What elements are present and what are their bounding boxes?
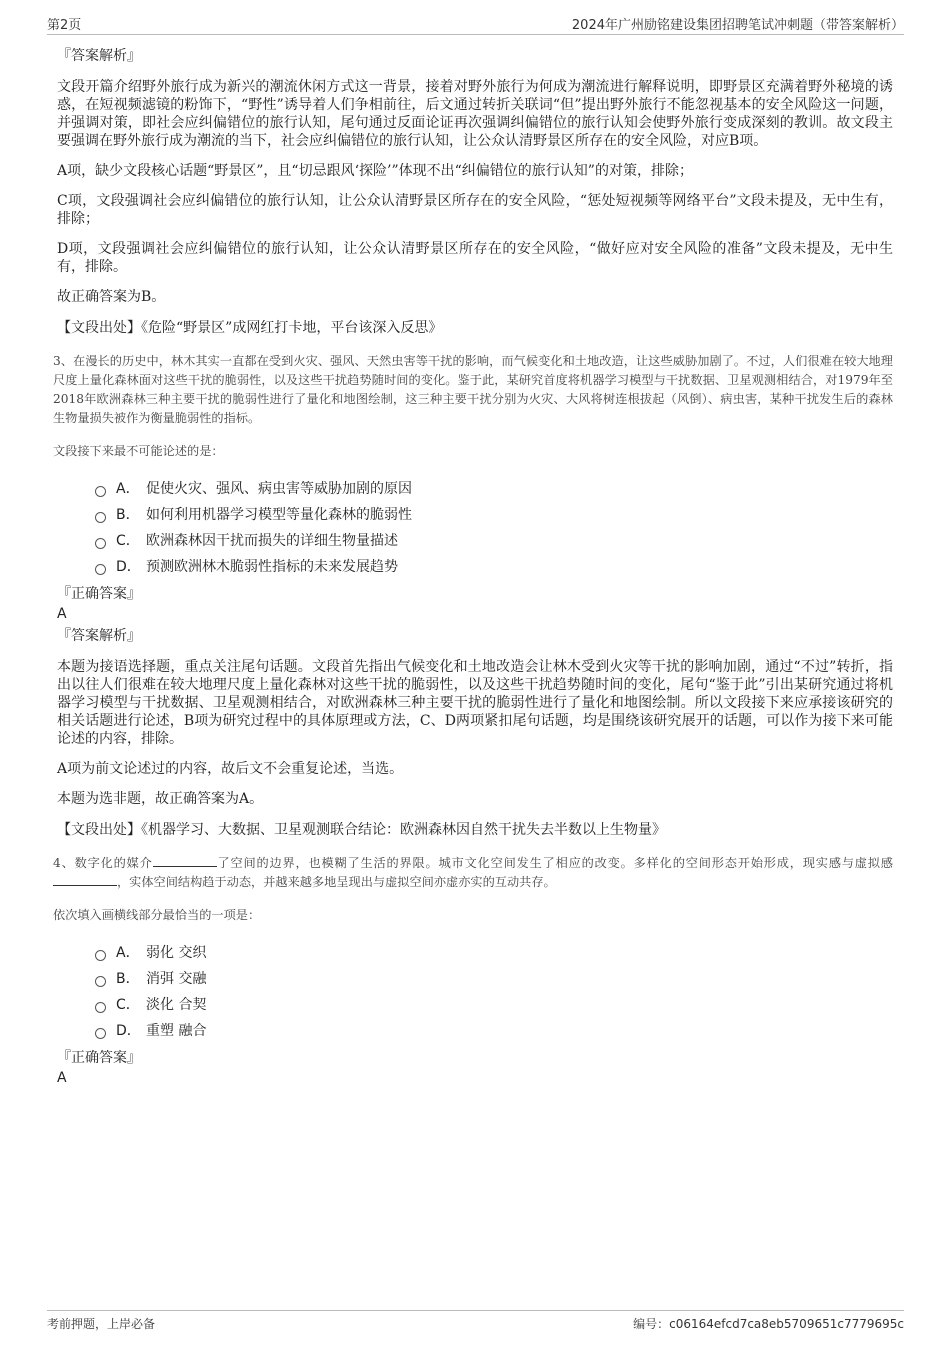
radio-button[interactable] <box>95 486 106 497</box>
option-text: 促使火灾、强风、病虫害等威胁加剧的原因 <box>146 481 412 497</box>
question-3-prompt: 文段接下来最不可能论述的是： <box>53 444 224 458</box>
blank-line <box>153 854 217 867</box>
option-letter: B． <box>116 971 140 987</box>
option-text: 如何利用机器学习模型等量化森林的脆弱性 <box>146 507 412 523</box>
radio-button[interactable] <box>95 950 106 961</box>
analysis-paragraph: D项，文段强调社会应纠偏错位的旅行认知，让公众认清野景区所存在的安全风险，“做好应对安全风险的准备”文段未提及，无中生有，排除。 <box>57 241 893 275</box>
radio-button[interactable] <box>95 512 106 523</box>
question-4-prompt: 依次填入画横线部分最恰当的一项是： <box>53 908 261 922</box>
option-text: 预测欧洲林木脆弱性指标的未来发展趋势 <box>146 559 398 575</box>
analysis-tag: 『答案解析』 <box>57 628 141 644</box>
radio-button[interactable] <box>95 564 106 575</box>
document-code: 编号：c06164efcd7ca8eb5709651c7779695c <box>633 1317 904 1331</box>
source-citation: 【文段出处】《机器学习、大数据、卫星观测联合结论：欧洲森林因自然干扰失去半数以上生物量》 <box>57 822 666 838</box>
correct-answer: A <box>57 606 67 622</box>
radio-button[interactable] <box>95 538 106 549</box>
radio-button[interactable] <box>95 1002 106 1013</box>
analysis-paragraph: 本题为选非题，故正确答案为A。 <box>57 791 264 807</box>
option-letter: A． <box>116 481 140 497</box>
analysis-paragraph: 本题为接语选择题，重点关注尾句话题。文段首先指出气候变化和土地改造会让林木受到火灾等干扰的影响加剧，通过“不过”转折，指出以往人们很难在较大地理尺度上量化森林对这些干扰的脆弱性，以及这些干扰趋势随时间的变化，尾句“鉴于此”引出某研究通过将机器学习模型与干扰数据、卫星观测相结合，对欧洲森林三种主要干扰的脆弱性进行了量化和地图绘制。所以文段接下来应承接该研究的相关话题进行论述，B项为研究过程中的具体原理或方法，C、D两项紧扣尾句话题，均是围绕该研究展开的话题，可以作为接下来可能论述的内容，排除。 <box>57 659 893 747</box>
radio-button[interactable] <box>95 976 106 987</box>
option-letter: D． <box>116 1023 141 1039</box>
option-b[interactable] <box>95 966 893 992</box>
option-b[interactable] <box>95 502 893 528</box>
analysis-paragraph: A项，缺少文段核心话题“野景区”，且“切忌跟风‘探险’”体现不出“纠偏错位的旅行认知”的对策，排除； <box>57 163 693 179</box>
page-footer <box>47 1310 904 1333</box>
question-3-options <box>95 476 893 580</box>
analysis-tag: 『答案解析』 <box>57 48 141 64</box>
option-c[interactable] <box>95 992 893 1018</box>
option-d[interactable] <box>95 554 893 580</box>
question-4-options <box>95 940 893 1044</box>
document-title: 2024年广州励铭建设集团招聘笔试冲刺题（带答案解析） <box>571 18 904 33</box>
source-citation: 【文段出处】《危险“野景区”成网红打卡地，平台该深入反思》 <box>57 320 443 336</box>
footer-slogan: 考前押题，上岸必备 <box>47 1317 156 1331</box>
option-d[interactable] <box>95 1018 893 1044</box>
blank-line <box>53 873 117 886</box>
correct-answer-tag: 『正确答案』 <box>57 1050 141 1066</box>
option-text: 弱化 交织 <box>146 945 207 961</box>
radio-button[interactable] <box>95 1028 106 1039</box>
option-text: 欧洲森林因干扰而损失的详细生物量描述 <box>146 533 398 549</box>
correct-answer: A <box>57 1070 67 1086</box>
option-a[interactable] <box>95 940 893 966</box>
option-text: 重塑 融合 <box>146 1023 207 1039</box>
question-4-part2: 了空间的边界，也模糊了生活的界限。城市文化空间发生了相应的改变。多样化的空间形态开始形成，现实感与虚拟感 <box>216 856 893 870</box>
question-3-text: 3、在漫长的历史中，林木其实一直都在受到火灾、强风、天然虫害等干扰的影响，而气候变化和土地改造，让这些威胁加剧了。不过，人们很难在较大地理尺度上量化森林面对这些干扰的脆弱性，以及这些干扰趋势随时间的变化。鉴于此，某研究首度将机器学习模型与干扰数据、卫星观测相结合，对1979年至2018年欧洲森林三种主要干扰的脆弱性进行了量化和地图绘制，这三种主要干扰分别为火灾、大风将树连根拔起（风倒）、病虫害，某种干扰发生后的森林生物量损失被作为衡量脆弱性的指标。 <box>53 354 893 425</box>
option-letter: B． <box>116 507 140 523</box>
page-header <box>47 14 904 35</box>
option-letter: A． <box>116 945 140 961</box>
page-content <box>53 44 893 1088</box>
correct-answer-tag: 『正确答案』 <box>57 586 141 602</box>
option-a[interactable] <box>95 476 893 502</box>
option-letter: C． <box>116 997 140 1013</box>
analysis-paragraph: 故正确答案为B。 <box>57 289 166 305</box>
option-c[interactable] <box>95 528 893 554</box>
analysis-paragraph: 文段开篇介绍野外旅行成为新兴的潮流休闲方式这一背景，接着对野外旅行为何成为潮流进行解释说明，即野景区充满着野外秘境的诱惑，在短视频滤镜的粉饰下，“野性”诱导着人们争相前往，后文通过转折关联词“但”提出野外旅行不能忽视基本的安全风险这一问题，并强调对策，即社会应纠偏错位的旅行认知，尾句通过反面论证再次强调纠偏错位的旅行认知会使野外旅行变成深刻的教训。故文段主要强调在野外旅行成为潮流的当下，社会应纠偏错位的旅行认知，让公众认清野景区所存在的安全风险，对应B项。 <box>57 79 893 149</box>
analysis-paragraph: A项为前文论述过的内容，故后文不会重复论述，当选。 <box>57 761 404 777</box>
option-letter: D． <box>116 559 141 575</box>
option-letter: C． <box>116 533 140 549</box>
page-number: 第2页 <box>47 18 82 33</box>
option-text: 淡化 合契 <box>146 997 207 1013</box>
analysis-paragraph: C项，文段强调社会应纠偏错位的旅行认知，让公众认清野景区所存在的安全风险，“惩处短视频等网络平台”文段未提及，无中生有，排除； <box>57 193 893 227</box>
question-4-part3: ，实体空间结构趋于动态，并越来越多地呈现出与虚拟空间亦虚亦实的互动共存。 <box>117 875 556 889</box>
question-4-part1: 4、数字化的媒介 <box>53 856 153 870</box>
question-4-text <box>53 854 893 892</box>
option-text: 消弭 交融 <box>146 971 207 987</box>
